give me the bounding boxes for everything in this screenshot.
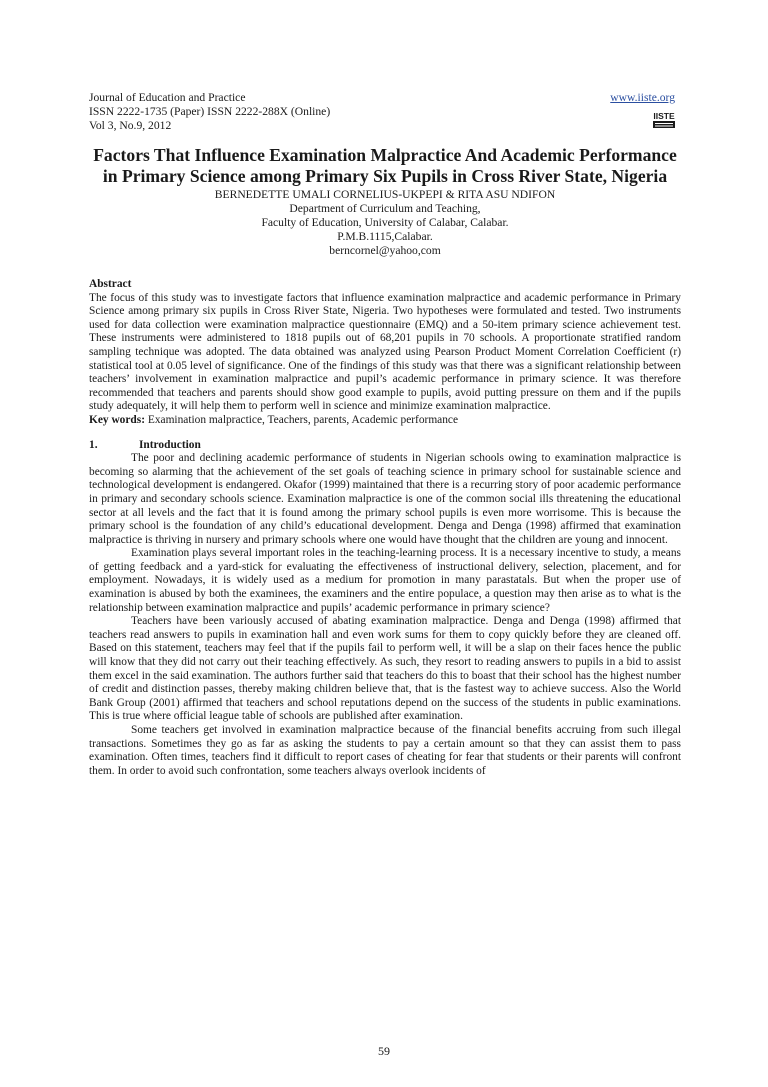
intro-paragraph: The poor and declining academic performance of students in Nigerian schools owing to examination malpractice is becoming so alarming that the achievement of the set goals of teaching science in primary school for sustainable science and technological development is endangered. Okafor (1999) maintained that there is a recurring story of poor academic performance in primary and secondary schools science. Examination malpractice is one of the common social ills threatening the educational sector at all levels and the fact that it is found among the primary school pupils is even more worrisome. This is because the primary school is the foundation of any child’s educational development. Denga and Denga (1998) affirmed that examination malpractice is thriving in nursery and primary schools where one would have thought that the children are young and innocent. bbox=[89, 452, 681, 546]
keywords-label: Key words: bbox=[89, 413, 145, 426]
journal-header bbox=[89, 91, 681, 133]
abstract-text: The focus of this study was to investigate factors that influence examination malpractice and academic performance in Primary Science among primary six pupils in Cross River State, Nigeria. Two hypotheses were formulated and tested. Two instruments used for data collection were examination malpractice questionnaire (EMQ) and a 50-item primary science achievement test. These instruments were administered to 1818 pupils out of 68,201 pupils in 70 schools. A proportionate stratified random sampling technique was adopted. The data obtained was analyzed using Pearson Product Moment Correlation Coefficient (r) statistical tool at 0.05 level of significance. One of the findings of this study was that there was a significant relationship between teachers’ involvement in examination malpractice and pupil’s academic performance in primary science. It was therefore recommended that teachers and parents should show good example to pupils, avoid putting pressure on them and if the pupils study adequately, it will help them to perform well in science and minimize examination malpractice. bbox=[89, 291, 681, 413]
journal-name: Journal of Education and Practice bbox=[89, 91, 246, 104]
author-names: BERNEDETTE UMALI CORNELIUS-UKPEPI & RITA ASU NDIFON bbox=[214, 188, 556, 201]
author-department: Department of Curriculum and Teaching, bbox=[289, 202, 481, 215]
intro-paragraph: Some teachers get involved in examination malpractice because of the financial benefits accruing from such illegal transactions. Sometimes they go as far as asking the students to pay a certain amount so that they can assist them to pass examination. Often times, teachers find it difficult to report cases of cheating for fear that students or their parents will confront them. In order to avoid such confrontation, some teachers always overlook incidents of bbox=[89, 724, 681, 777]
issn: ISSN 2222-1735 (Paper) ISSN 2222-288X (Online) bbox=[89, 105, 331, 118]
keywords-list: Examination malpractice, Teachers, parents, Academic performance bbox=[147, 413, 459, 426]
author-email: berncornel@yahoo,com bbox=[329, 244, 441, 257]
abstract-heading: Abstract bbox=[89, 278, 132, 290]
website-link[interactable]: www.iiste.org bbox=[610, 91, 675, 104]
section-number: 1. bbox=[89, 438, 98, 451]
intro-paragraph: Examination plays several important roles in the teaching-learning process. It is a necessary incentive to study, a means of getting feedback and a yard-stick for evaluating the effectiveness of instructional delivery, selection, placement, and for employment. Nowadays, it is widely used as a medium for promotion in many parastatals. But when the proper use of examination is abused by both the examinees, the examiners and the entire populace, a question may then arise as to what is the relationship between examination malpractice and pupils’ academic performance in primary science? bbox=[89, 547, 681, 614]
svg-text:IISTE: IISTE bbox=[653, 111, 675, 121]
author-faculty: Faculty of Education, University of Calabar, Calabar. bbox=[261, 216, 509, 229]
introduction-heading bbox=[89, 439, 681, 453]
iiste-logo bbox=[651, 109, 677, 129]
section-title: Introduction bbox=[139, 438, 201, 451]
volume: Vol 3, No.9, 2012 bbox=[89, 119, 172, 132]
intro-paragraph: Teachers have been variously accused of abating examination malpractice. Denga and Denga (1998) affirmed that teachers read answers to pupils in examination hall and even work sums for them to copy quickly before they are cleaned off. Based on this statement, teachers may feel that if the pupils fail to perform well, it will be a slap on their faces hence the public will know that they did not carry out their teaching effectively. As such, they resort to reading answers to pupils in a bid to assist them excel in the said examination. The authors further said that teachers do this to boast that their school has the highest number of credit and distinction passes, thereby making children believe that, that is the fastest way to achieve success. Also the World Bank Group (2001) affirmed that teachers and school reputations depend on the success of the students in public examinations. This is true where official league table of schools are published after examination. bbox=[89, 615, 681, 723]
page-number: 59 bbox=[378, 1044, 390, 1058]
paper-page bbox=[89, 91, 681, 778]
keywords bbox=[89, 414, 681, 428]
paper-title: Factors That Influence Examination Malpractice And Academic Performance in Primary Science among Primary Six Pupils in Cross River State, Nigeria bbox=[93, 145, 677, 186]
author-address: P.M.B.1115,Calabar. bbox=[337, 230, 433, 243]
author-block bbox=[89, 188, 681, 258]
